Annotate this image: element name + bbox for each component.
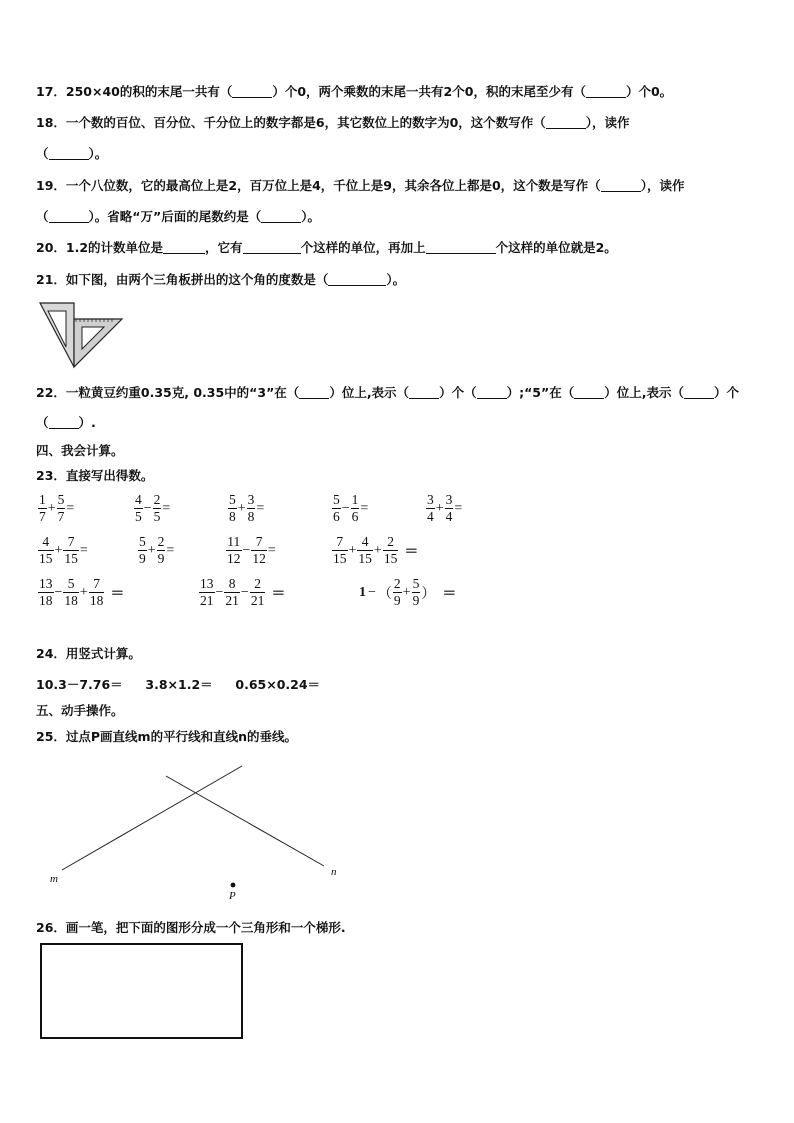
section-heading-4: 四、我会计算。 — [36, 443, 124, 458]
answer-blank[interactable] — [328, 273, 386, 286]
question-17: 17．250×40的积的末尾一共有（ ）个0，两个乘数的末尾一共有2个0，积的末尾至少有（ ）个0。 — [36, 84, 673, 99]
question-22-cont: （ ）. — [36, 415, 96, 430]
fraction-expression: $\frac{3}{4}$ + $\frac{3}{4}$ = — [427, 492, 463, 524]
answer-blank[interactable] — [49, 147, 89, 160]
answer-blank[interactable] — [546, 116, 586, 129]
question-24: 24．用竖式计算。 — [36, 646, 141, 661]
label-n: n — [331, 866, 337, 878]
label-p: P — [229, 890, 236, 902]
answer-blank[interactable] — [601, 179, 641, 192]
question-19-cont: （ ）。省略“万”后面的尾数约是（ ）。 — [36, 209, 320, 224]
line-n — [166, 776, 324, 866]
fraction-expression: $\frac{1}{7}$ + $\frac{5}{7}$ = — [39, 492, 75, 524]
answer-blank[interactable] — [684, 386, 714, 399]
question-25: 25．过点P画直线m的平行线和直线n的垂线。 — [36, 729, 297, 744]
answer-blank[interactable] — [243, 241, 301, 254]
question-22: 22．一粒黄豆约重0.35克, 0.35中的“3”在（ ）位上,表示（ ）个（ ）;“5”在（ ）位上,表示（ ）个 — [36, 385, 739, 400]
vertical-calc-row: 10.3－7.76＝ 3.8×1.2＝ 0.65×0.24＝ — [36, 677, 321, 692]
fraction-expression: $\frac{5}{9}$ + $\frac{2}{9}$ = — [139, 534, 175, 566]
question-26: 26．画一笔，把下面的图形分成一个三角形和一个梯形. — [36, 920, 346, 935]
answer-blank[interactable] — [49, 416, 79, 429]
answer-blank[interactable] — [477, 386, 507, 399]
answer-blank[interactable] — [232, 85, 272, 98]
lines-figure — [36, 760, 356, 910]
fraction-expression: $\frac{5}{6}$ − $\frac{1}{6}$ = — [333, 492, 369, 524]
answer-blank[interactable] — [261, 210, 301, 223]
question-18: 18．一个数的百位、百分位、千分位上的数字都是6，其它数位上的数字为0，这个数写作（ ），读作 — [36, 115, 630, 130]
answer-blank[interactable] — [426, 241, 496, 254]
question-23: 23．直接写出得数。 — [36, 468, 154, 483]
question-19: 19．一个八位数，它的最高位上是2，百万位上是4，千位上是9，其余各位上都是0，这个数是写作（ ），读作 — [36, 178, 685, 193]
answer-blank[interactable] — [409, 386, 439, 399]
fraction-expression: $\frac{4}{15}$ + $\frac{7}{15}$ = — [39, 534, 88, 566]
fraction-expression: $\frac{7}{15}$ + $\frac{4}{15}$ + $\frac{2}{15}$ ＝ — [333, 534, 419, 566]
fraction-expression: $\frac{13}{18}$ − $\frac{5}{18}$ + $\frac{7}{18}$ ＝ — [39, 576, 125, 608]
answer-blank[interactable] — [586, 85, 626, 98]
fraction-expression: 1 − （ $\frac{2}{9}$ + $\frac{5}{9}$ ） ＝ — [359, 576, 457, 608]
question-18-cont: （ ）。 — [36, 146, 108, 161]
fraction-expression: $\frac{13}{21}$ − $\frac{8}{21}$ − $\frac{2}{21}$ ＝ — [200, 576, 286, 608]
fraction-expression: $\frac{5}{8}$ + $\frac{3}{8}$ = — [229, 492, 265, 524]
fraction-expression: $\frac{11}{12}$ − $\frac{7}{12}$ = — [227, 534, 276, 566]
answer-blank[interactable] — [299, 386, 329, 399]
question-20: 20．1.2的计数单位是 ，它有 个这样的单位，再加上 个这样的单位就是2。 — [36, 240, 617, 255]
point-p — [231, 883, 236, 888]
fraction-expression: $\frac{4}{5}$ − $\frac{2}{5}$ = — [135, 492, 171, 524]
label-m: m — [50, 873, 58, 885]
set-square-figure — [36, 297, 128, 369]
rectangle-figure — [40, 943, 243, 1039]
answer-blank[interactable] — [163, 241, 205, 254]
answer-blank[interactable] — [49, 210, 89, 223]
line-m — [62, 766, 242, 870]
question-21: 21．如下图，由两个三角板拼出的这个角的度数是（ ）。 — [36, 272, 406, 287]
section-heading-5: 五、动手操作。 — [36, 703, 124, 718]
answer-blank[interactable] — [574, 386, 604, 399]
